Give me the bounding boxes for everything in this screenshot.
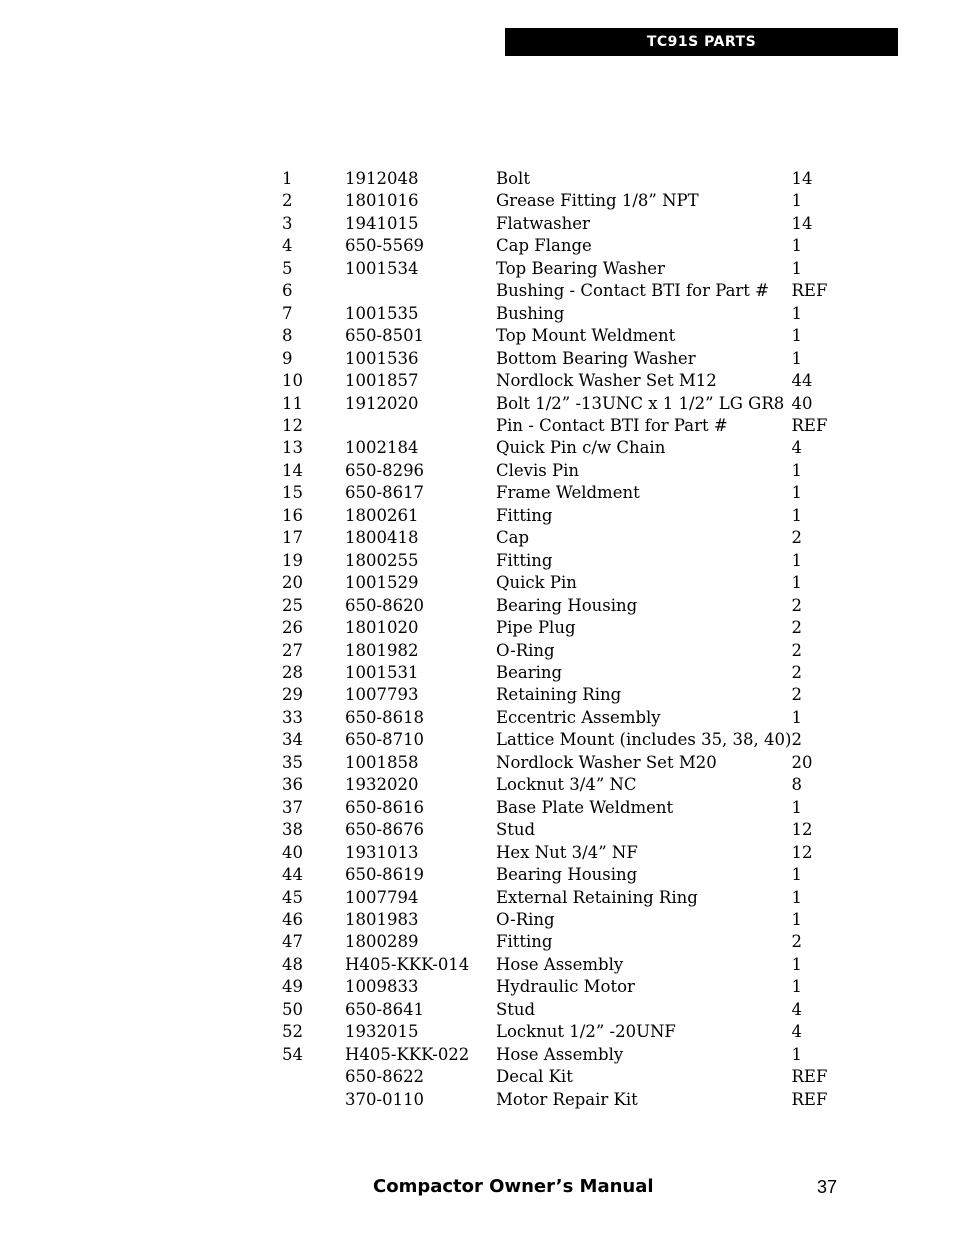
- item-number: 37: [282, 797, 303, 817]
- part-description: Grease Fitting 1/8” NPT: [496, 191, 699, 211]
- table-row: [282, 550, 841, 572]
- manual-title: Compactor Owner’s Manual: [373, 1176, 654, 1197]
- table-row: [282, 460, 841, 482]
- item-number: 46: [282, 909, 303, 929]
- table-row: [282, 999, 841, 1021]
- quantity: 12: [791, 842, 813, 862]
- item-number: 3: [282, 213, 293, 233]
- part-description: Cap: [496, 528, 530, 548]
- table-row: [282, 595, 841, 617]
- quantity: 1: [791, 236, 802, 256]
- part-description: Clevis Pin: [496, 460, 579, 480]
- table-row: [282, 348, 841, 370]
- part-description: O-Ring: [496, 909, 555, 929]
- table-row: [282, 1044, 841, 1066]
- part-number: 1001536: [345, 348, 419, 368]
- item-number: 25: [282, 595, 303, 615]
- table-row: [282, 258, 841, 280]
- quantity: 14: [791, 213, 813, 233]
- part-description: Bushing - Contact BTI for Part #: [496, 281, 769, 301]
- part-description: Locknut 3/4” NC: [496, 775, 637, 795]
- quantity: 2: [791, 640, 802, 660]
- part-number: 650-8619: [345, 865, 425, 885]
- table-row: [282, 1089, 841, 1111]
- quantity: 1: [791, 258, 802, 278]
- item-number: [282, 1089, 345, 1111]
- part-number: 650-8501: [345, 326, 425, 346]
- quantity: 1: [791, 707, 802, 727]
- table-row: [282, 752, 841, 774]
- part-description: Stud: [496, 999, 536, 1019]
- table-row: [282, 774, 841, 796]
- quantity: 2: [791, 685, 802, 705]
- item-number: 27: [282, 640, 303, 660]
- part-number: 370-0110: [345, 1089, 425, 1109]
- quantity: 20: [791, 752, 813, 772]
- table-row: [282, 617, 841, 639]
- part-number: 1001858: [345, 752, 419, 772]
- table-row: [282, 797, 841, 819]
- item-number: 26: [282, 618, 303, 638]
- item-number: 6: [282, 281, 293, 301]
- quantity: 1: [791, 1044, 802, 1064]
- part-number: 1801016: [345, 191, 419, 211]
- table-row: [282, 819, 841, 841]
- part-description: Hose Assembly: [496, 1044, 624, 1064]
- item-number: 50: [282, 999, 303, 1019]
- quantity: 1: [791, 460, 802, 480]
- quantity: 2: [791, 932, 802, 952]
- quantity: 4: [791, 1022, 802, 1042]
- part-description: Base Plate Weldment: [496, 797, 674, 817]
- item-number: 20: [282, 573, 303, 593]
- quantity: 1: [791, 505, 802, 525]
- part-description: Top Mount Weldment: [496, 326, 676, 346]
- table-row: [282, 415, 841, 437]
- quantity: 2: [791, 618, 802, 638]
- item-number: 40: [282, 842, 303, 862]
- parts-table: [282, 168, 841, 1111]
- parts-table-body: [282, 168, 841, 1111]
- part-number: 1800261: [345, 505, 419, 525]
- item-number: 15: [282, 483, 303, 503]
- table-row: [282, 168, 841, 190]
- part-description: Bottom Bearing Washer: [496, 348, 696, 368]
- item-number: 35: [282, 752, 303, 772]
- quantity: REF: [791, 415, 828, 435]
- item-number: 8: [282, 326, 293, 346]
- part-number: H405-KKK-022: [345, 1044, 470, 1064]
- part-description: Eccentric Assembly: [496, 707, 661, 727]
- part-number: 1801020: [345, 618, 419, 638]
- quantity: 4: [791, 999, 802, 1019]
- table-row: [282, 707, 841, 729]
- part-number: [345, 415, 496, 437]
- item-number: 38: [282, 820, 303, 840]
- part-description: Bearing Housing: [496, 865, 638, 885]
- quantity: 1: [791, 573, 802, 593]
- quantity: 12: [791, 820, 813, 840]
- quantity: 1: [791, 550, 802, 570]
- quantity: 40: [791, 393, 813, 413]
- part-number: 650-8616: [345, 797, 425, 817]
- item-number: 16: [282, 505, 303, 525]
- part-number: 1001535: [345, 303, 419, 323]
- part-description: Retaining Ring: [496, 685, 622, 705]
- quantity: 2: [791, 730, 802, 750]
- quantity: 8: [791, 775, 802, 795]
- part-number: 1007793: [345, 685, 419, 705]
- table-row: [282, 235, 841, 257]
- part-number: 1801983: [345, 909, 419, 929]
- table-row: [282, 213, 841, 235]
- part-description: Decal Kit: [496, 1067, 573, 1087]
- quantity: 1: [791, 954, 802, 974]
- item-number: 47: [282, 932, 303, 952]
- quantity: REF: [791, 1089, 828, 1109]
- part-description: Quick Pin: [496, 573, 577, 593]
- quantity: 1: [791, 303, 802, 323]
- table-row: [282, 842, 841, 864]
- quantity: 2: [791, 528, 802, 548]
- quantity: 1: [791, 887, 802, 907]
- part-description: O-Ring: [496, 640, 555, 660]
- part-number: H405-KKK-014: [345, 954, 470, 974]
- table-row: [282, 325, 841, 347]
- part-number: 1001857: [345, 371, 419, 391]
- part-description: Stud: [496, 820, 536, 840]
- part-number: 650-8641: [345, 999, 425, 1019]
- item-number: 48: [282, 954, 303, 974]
- section-header: [505, 28, 898, 56]
- table-row: [282, 437, 841, 459]
- part-number: 650-8622: [345, 1067, 425, 1087]
- item-number: 10: [282, 371, 303, 391]
- table-row: [282, 1066, 841, 1088]
- table-row: [282, 864, 841, 886]
- item-number: 34: [282, 730, 303, 750]
- table-row: [282, 684, 841, 706]
- part-description: External Retaining Ring: [496, 887, 698, 907]
- part-description: Motor Repair Kit: [496, 1089, 638, 1109]
- quantity: 44: [791, 371, 813, 391]
- part-description: Pin - Contact BTI for Part #: [496, 415, 728, 435]
- part-number: 650-8617: [345, 483, 425, 503]
- part-description: Lattice Mount (includes 35, 38, 40): [496, 730, 792, 750]
- part-description: Pipe Plug: [496, 618, 576, 638]
- part-description: Top Bearing Washer: [496, 258, 665, 278]
- part-number: 650-8620: [345, 595, 425, 615]
- part-number: 1800255: [345, 550, 419, 570]
- quantity: 1: [791, 191, 802, 211]
- part-description: Cap Flange: [496, 236, 592, 256]
- item-number: 52: [282, 1022, 303, 1042]
- item-number: 5: [282, 258, 293, 278]
- part-description: Frame Weldment: [496, 483, 640, 503]
- part-number: 1001531: [345, 662, 419, 682]
- table-row: [282, 640, 841, 662]
- part-description: Locknut 1/2” -20UNF: [496, 1022, 676, 1042]
- item-number: 9: [282, 348, 293, 368]
- item-number: 33: [282, 707, 303, 727]
- table-row: [282, 976, 841, 998]
- quantity: 1: [791, 326, 802, 346]
- quantity: 1: [791, 797, 802, 817]
- part-description: Bolt 1/2” -13UNC x 1 1/2” LG GR8: [496, 393, 785, 413]
- table-row: [282, 303, 841, 325]
- table-row: [282, 662, 841, 684]
- part-description: Bushing: [496, 303, 565, 323]
- item-number: 4: [282, 236, 293, 256]
- table-row: [282, 527, 841, 549]
- part-number: 650-8618: [345, 707, 425, 727]
- table-row: [282, 931, 841, 953]
- quantity: 1: [791, 977, 802, 997]
- table-row: [282, 887, 841, 909]
- item-number: 29: [282, 685, 303, 705]
- quantity: 1: [791, 348, 802, 368]
- item-number: 44: [282, 865, 303, 885]
- part-number: [345, 280, 496, 302]
- part-number: 1912020: [345, 393, 419, 413]
- part-number: 1001529: [345, 573, 419, 593]
- part-description: Hydraulic Motor: [496, 977, 635, 997]
- table-row: [282, 190, 841, 212]
- item-number: 7: [282, 303, 293, 323]
- quantity: 1: [791, 865, 802, 885]
- part-description: Bolt: [496, 169, 530, 188]
- part-description: Quick Pin c/w Chain: [496, 438, 666, 458]
- item-number: 14: [282, 460, 303, 480]
- part-description: Flatwasher: [496, 213, 590, 233]
- part-description: Hose Assembly: [496, 954, 624, 974]
- part-number: 650-8676: [345, 820, 425, 840]
- part-number: 1007794: [345, 887, 419, 907]
- part-description: Hex Nut 3/4” NF: [496, 842, 638, 862]
- part-number: 1001534: [345, 258, 419, 278]
- item-number: 13: [282, 438, 303, 458]
- item-number: 11: [282, 393, 303, 413]
- part-number: 1801982: [345, 640, 419, 660]
- quantity: 2: [791, 595, 802, 615]
- table-row: [282, 370, 841, 392]
- part-number: 1912048: [345, 169, 419, 188]
- part-description: Nordlock Washer Set M12: [496, 371, 717, 391]
- page-number: 37: [817, 1177, 838, 1197]
- part-number: 650-8710: [345, 730, 425, 750]
- quantity: REF: [791, 1067, 828, 1087]
- part-number: 1002184: [345, 438, 419, 458]
- table-row: [282, 505, 841, 527]
- part-number: 650-8296: [345, 460, 425, 480]
- table-row: [282, 280, 841, 302]
- item-number: 19: [282, 550, 303, 570]
- part-description: Nordlock Washer Set M20: [496, 752, 717, 772]
- item-number: [282, 1066, 345, 1088]
- item-number: 49: [282, 977, 303, 997]
- table-row: [282, 954, 841, 976]
- section-title: TC91S PARTS: [646, 34, 757, 50]
- part-description: Bearing: [496, 662, 563, 682]
- part-number: 1932020: [345, 775, 419, 795]
- part-description: Bearing Housing: [496, 595, 638, 615]
- table-row: [282, 572, 841, 594]
- table-row: [282, 482, 841, 504]
- quantity: REF: [791, 281, 828, 301]
- table-row: [282, 729, 841, 751]
- part-number: 1800418: [345, 528, 419, 548]
- item-number: 1: [282, 169, 293, 188]
- item-number: 2: [282, 191, 293, 211]
- quantity: 1: [791, 483, 802, 503]
- item-number: 54: [282, 1044, 303, 1064]
- item-number: 36: [282, 775, 303, 795]
- quantity: 1: [791, 909, 802, 929]
- item-number: 17: [282, 528, 303, 548]
- part-number: 1800289: [345, 932, 419, 952]
- part-number: 1009833: [345, 977, 419, 997]
- part-number: 1941015: [345, 213, 419, 233]
- item-number: 45: [282, 887, 303, 907]
- part-description: Fitting: [496, 550, 553, 570]
- item-number: 12: [282, 415, 303, 435]
- table-row: [282, 909, 841, 931]
- part-description: Fitting: [496, 932, 553, 952]
- quantity: 2: [791, 662, 802, 682]
- part-number: 1931013: [345, 842, 419, 862]
- quantity: 14: [791, 169, 813, 188]
- part-number: 650-5569: [345, 236, 425, 256]
- table-row: [282, 393, 841, 415]
- quantity: 4: [791, 438, 802, 458]
- table-row: [282, 1021, 841, 1043]
- part-number: 1932015: [345, 1022, 419, 1042]
- part-description: Fitting: [496, 505, 553, 525]
- item-number: 28: [282, 662, 303, 682]
